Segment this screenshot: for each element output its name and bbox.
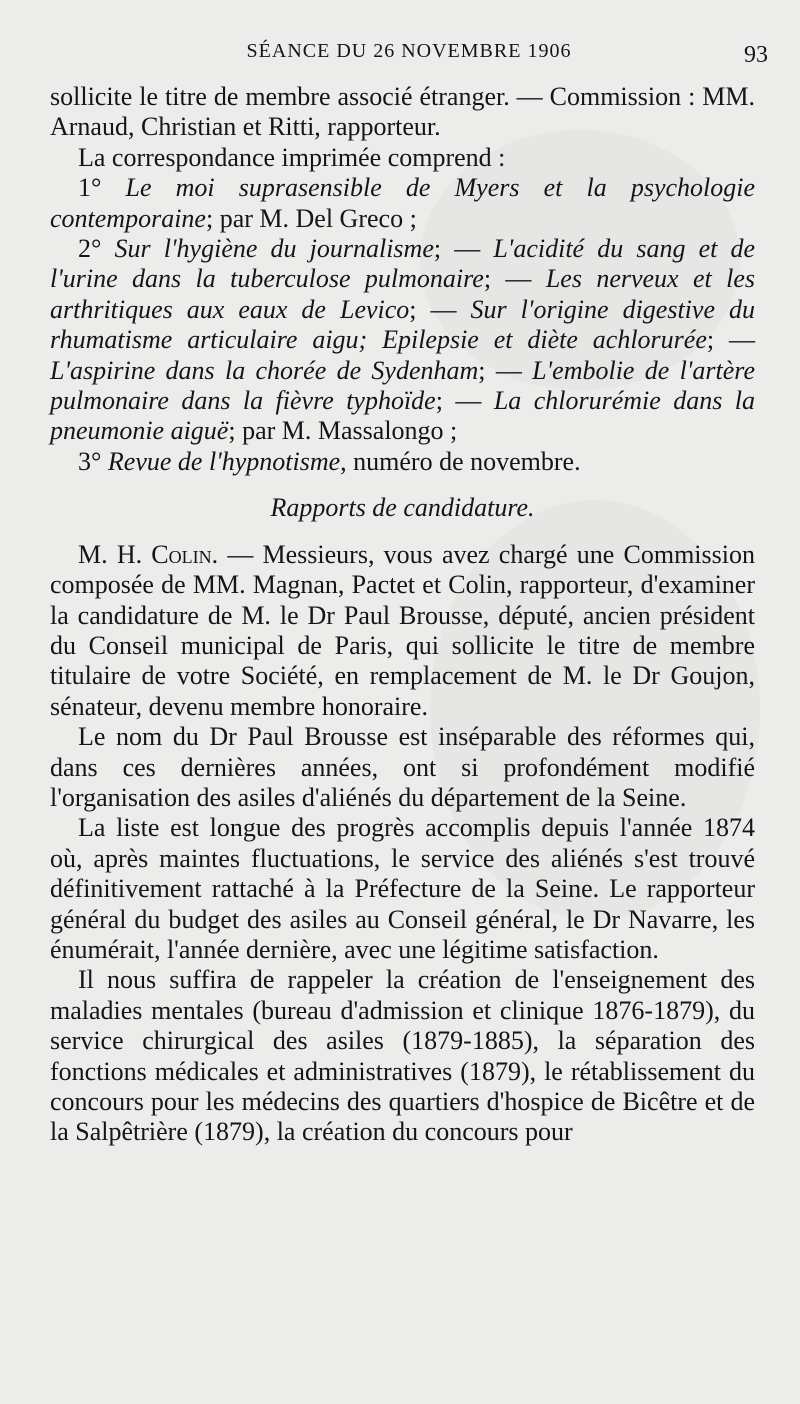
paragraph: La liste est longue des progrès accomplis depuis l'année 1874 où, après maintes fluctuations, le service des aliénés s'est trouvé définitivement rattaché à la Préfecture de la Seine. Le rapporteur général du budget des asiles au Conseil général, le Dr Navarre, les énumérait, l'année dernière, avec une légitime satisfaction. bbox=[50, 813, 755, 964]
work-title: Sur l'hygiène du journalisme bbox=[114, 234, 434, 264]
paragraph: La correspondance imprimée comprend : bbox=[78, 142, 506, 172]
page-number: 93 bbox=[744, 42, 768, 68]
paragraph: Le nom du Dr Paul Brousse est inséparable des réformes qui, dans ces dernières années, ont si profondément modifié l'organisation des asiles d'aliénés du département de la Seine. bbox=[50, 722, 755, 812]
list-item-3 bbox=[50, 447, 755, 477]
section-title: Rapports de candidature. bbox=[270, 493, 535, 523]
speaker-name: M. H. Colin. bbox=[78, 539, 219, 569]
work-title: Le moi suprasensible de Myers et la psychologie contemporaine bbox=[50, 173, 756, 233]
work-title: Les nerveux et les arthritiques aux eaux de Levico bbox=[50, 264, 756, 324]
paragraph: Il nous suffira de rappeler la création de l'enseignement des maladies mentales (bureau d'admission et clinique 1876-1879), du service chirurgical des asiles (1879-1885), la séparation des fonctions médicales et administratives (1879), le rétablissement du concours pour les médecins des quartiers d'hospice de Bicêtre et de la Salpêtrière (1879), la création du concours pour bbox=[50, 965, 755, 1147]
author-text: ; par M. Massalongo ; bbox=[228, 416, 458, 446]
list-item-1 bbox=[50, 173, 755, 234]
running-head bbox=[50, 38, 768, 78]
author-text: ; par M. Del Greco ; bbox=[205, 203, 417, 233]
work-title: Sur l'origine digestive du rhumatisme articulaire aigu; Epilepsie et diète achlorurée bbox=[50, 294, 755, 355]
issue-text: , numéro de novembre. bbox=[340, 446, 581, 476]
running-title: SÉANCE DU 26 NOVEMBRE 1906 bbox=[246, 40, 572, 62]
work-title: L'embolie de l'artère pulmonaire dans la fièvre typhoïde bbox=[50, 355, 755, 416]
paragraph: sollicite le titre de membre associé étranger. — Commission : MM. Arnaud, Christian et Ritti, rapporteur. bbox=[50, 82, 755, 142]
list-number: 1° bbox=[78, 173, 102, 203]
work-title: La chlorurémie dans la pneumonie aiguë bbox=[50, 386, 755, 446]
work-title: Revue de l'hypnotisme bbox=[107, 446, 341, 476]
work-title: L'aspirine dans la chorée de Sydenham bbox=[50, 355, 479, 385]
page-body bbox=[50, 82, 755, 1148]
work-title: L'acidité du sang et de l'urine dans la tuberculose pulmonaire bbox=[50, 234, 755, 294]
list-number: 2° bbox=[78, 234, 102, 264]
paragraph bbox=[50, 540, 755, 722]
list-item-2: 2° Sur l'hygiène du journalisme; — L'acidité du sang et de l'urine dans la tuberculose pulmonaire; — Les nerveux et les arthritiques aux eaux de Levico; — Sur l'origine digestive du rhumatisme articulaire aigu; Epilepsie et diète achlorurée; — L'aspirine dans la chorée de Sydenham; — L'embolie de l'artère pulmonaire dans la fièvre typhoïde; — La chlorurémie dans la pneumonie aiguë; par M. Massalongo ; bbox=[50, 234, 756, 446]
speech-text: — Messieurs, vous avez chargé une Commission composée de MM. Magnan, Pactet et Colin, rapporteur, d'examiner la candidature de M. le Dr Paul Brousse, député, ancien président du Conseil municipal de Paris, qui sollicite le titre de membre titulaire de votre Société, en remplacement de M. le Dr Goujon, sénateur, devenu membre honoraire. bbox=[50, 539, 755, 721]
list-number: 3° bbox=[78, 446, 102, 476]
